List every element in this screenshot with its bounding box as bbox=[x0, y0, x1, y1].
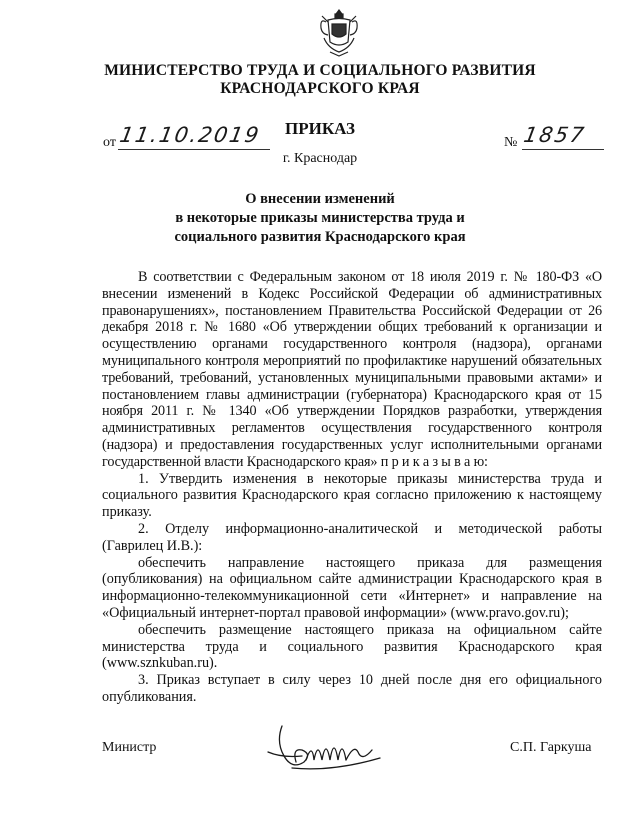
body-paragraph-preamble: В соответствии с Федеральным законом от 18 июля 2019 г. № 180-ФЗ «О внесении изменений в Кодекс Российской Федерации об административных правонарушениях», постановлением Правительства Российской Федерации от 26 декабря 2018 г. № 1680 «Об утверждении общих требований к организации и осуществлению органами государственного контроля (надзора), органами муниципального контроля мероприятий по профилактике нарушений обязательных требований, требований, установленных муниципальными правовыми актами» и постановлением главы администрации (губернатора) Краснодарского края от 15 ноября 2011 г. № 1340 «Об утверждении Порядков разработки, утверждения административных регламентов осуществления государственного контроля (надзора) и предоставления государственных услуг исполнительными органами государственной власти Краснодарского края» п р и к а з ы в а ю: bbox=[102, 269, 602, 470]
subject-line3: социального развития Краснодарского края bbox=[174, 229, 466, 245]
document-title: ПРИКАЗ bbox=[285, 119, 355, 138]
body-paragraph-item3: 3. Приказ вступает в силу через 10 дней после дня его официального опубликования. bbox=[102, 672, 602, 705]
document-date: 11.10.2019 bbox=[117, 123, 263, 147]
krasnodar-coat-of-arms-icon bbox=[318, 8, 360, 58]
body-paragraph-item2-a: обеспечить направление настоящего приказа для размещения (опубликования) на официальном сайте администрации Краснодарского края в информационно-телекоммуникационной сети «Интернет» и направление на «Официальный интернет-портал правовой информации» (www.pravo.gov.ru); bbox=[102, 554, 602, 621]
document-subject bbox=[0, 190, 640, 247]
ministry-name-line1: МИНИСТЕРСТВО ТРУДА И СОЦИАЛЬНОГО РАЗВИТИЯ bbox=[104, 62, 536, 79]
city: г. Краснодар bbox=[282, 151, 358, 166]
subject-line2: в некоторые приказы министерства труда и bbox=[175, 210, 465, 226]
number-label: № bbox=[504, 135, 518, 150]
body-paragraph-item2-b: обеспечить размещение настоящего приказа на официальном сайте министерства труда и социального развития Краснодарского края (www.sznkuban.ru). bbox=[102, 621, 602, 672]
body-paragraph-item1: 1. Утвердить изменения в некоторые приказы министерства труда и социального развития Краснодарского края согласно приложению к настоящему приказу. bbox=[102, 470, 602, 521]
date-underline bbox=[118, 149, 270, 150]
number-underline bbox=[522, 149, 604, 150]
signer-position: Министр bbox=[102, 740, 157, 755]
body-paragraph-item2: 2. Отделу информационно-аналитической и методической работы (Гаврилец И.В.): bbox=[102, 520, 602, 554]
handwritten-signature bbox=[262, 722, 402, 784]
signer-name: С.П. Гаркуша bbox=[510, 740, 592, 755]
document-number: 1857 bbox=[521, 123, 588, 147]
subject-line1: О внесении изменений bbox=[245, 191, 395, 207]
date-label: от bbox=[103, 135, 116, 150]
document-body bbox=[102, 269, 602, 706]
ministry-name-line2: КРАСНОДАРСКОГО КРАЯ bbox=[220, 80, 420, 97]
